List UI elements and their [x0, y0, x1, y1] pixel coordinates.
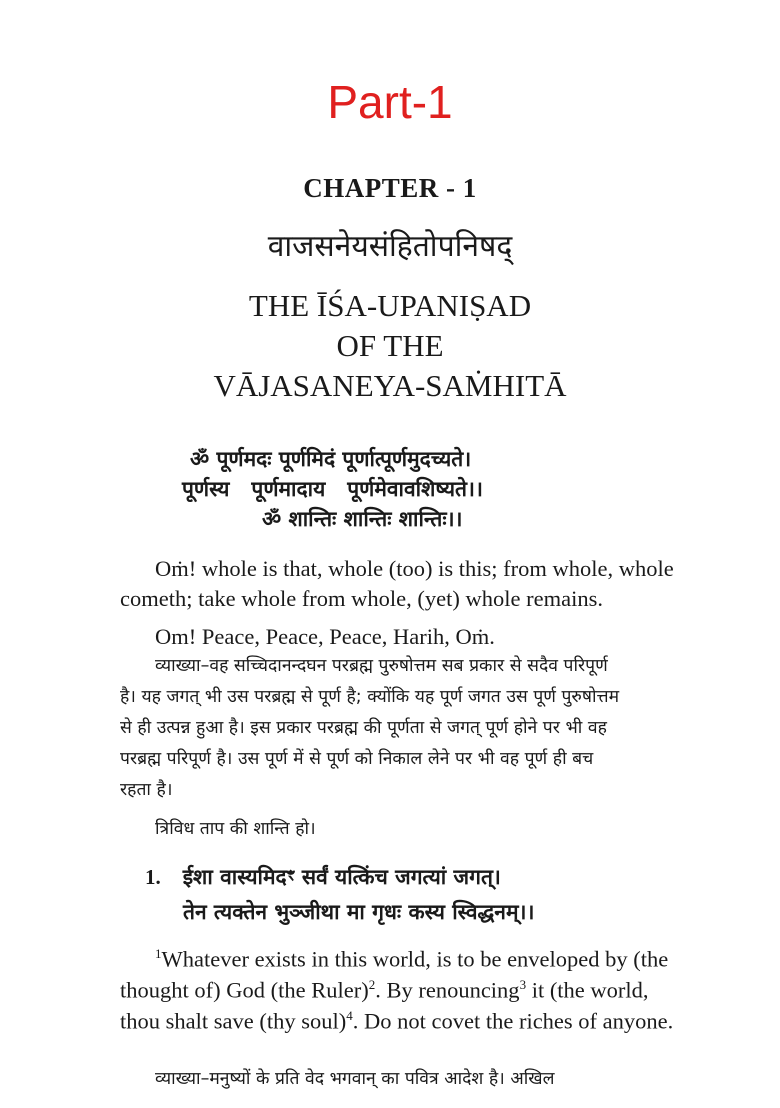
- english-title-line: VĀJASANEYA-SAṀHITĀ: [213, 368, 567, 403]
- translation-line: Oṁ! whole is that, whole (too) is this; from whole, whole: [155, 556, 674, 581]
- commentary-line: व्याख्या–वह सच्चिदानन्दघन परब्रह्म पुरुषोत्तम सब प्रकार से सदैव परिपूर्ण: [155, 656, 608, 676]
- sanskrit-title: वाजसनेयसंहितोपनिषद्: [267, 229, 513, 264]
- translation-text: . By renouncing: [375, 977, 520, 1003]
- english-title-line: OF THE: [336, 328, 444, 363]
- footnote-marker: 4: [346, 1008, 353, 1023]
- verse-translation-line: [120, 977, 649, 1004]
- commentary-line: त्रिविध ताप की शान्ति हो।: [155, 819, 316, 839]
- translation-text: Whatever exists in this world, is to be enveloped by (the: [161, 946, 669, 972]
- footnote-marker: 2: [368, 977, 376, 992]
- verse-1-line: [145, 863, 501, 891]
- commentary-line: व्याख्या–मनुष्यों के प्रति वेद भगवान् का पवित्र आदेश है। अखिल: [155, 1069, 555, 1089]
- commentary-line: से ही उत्पन्न हुआ है। इस प्रकार परब्रह्म की पूर्णता से जगत् पूर्ण होने पर भी वह: [120, 718, 607, 738]
- commentary-line: परब्रह्म परिपूर्ण है। उस पूर्ण में से पूर्ण को निकाल लेने पर भी वह पूर्ण ही बच: [120, 749, 594, 769]
- translation-text: thou shalt save (thy soul): [120, 1008, 347, 1034]
- footnote-marker: 3: [519, 977, 527, 992]
- part-heading: Part-1: [327, 76, 453, 128]
- peace-line: Om! Peace, Peace, Peace, Harih, Oṁ.: [155, 624, 495, 649]
- verse-number: 1.: [145, 865, 161, 889]
- footnote-marker: 1: [155, 946, 162, 961]
- invocation-verse-line: ॐ पूर्णमदः पूर्णमिदं पूर्णात्पूर्णमुदच्यते।: [190, 447, 472, 471]
- commentary-line: है। यह जगत् भी उस परब्रह्म से पूर्ण है; क्योंकि यह पूर्ण जगत उस पूर्ण पुरुषोत्तम: [120, 687, 620, 707]
- commentary-line: रहता है।: [120, 780, 173, 800]
- translation-line: cometh; take whole from whole, (yet) whole remains.: [120, 586, 603, 611]
- verse-translation-line: [120, 1008, 673, 1035]
- invocation-verse-line: ॐ शान्तिः शान्तिः शान्तिः।।: [262, 507, 463, 531]
- translation-text: thought of) God (the Ruler): [120, 977, 369, 1003]
- english-title-line: THE ĪŚA-UPANIṢAD: [248, 288, 532, 323]
- chapter-heading: CHAPTER - 1: [303, 173, 477, 203]
- translation-text: . Do not covet the riches of anyone.: [352, 1008, 674, 1034]
- verse-translation-line: [155, 946, 668, 973]
- verse-text: ईशा वास्यमिदꣳ सर्वं यत्किंच जगत्यां जगत्।: [182, 865, 501, 889]
- verse-1-line: तेन त्यक्तेन भुञ्जीथा मा गृधः कस्य स्विद्धनम्।।: [183, 900, 535, 924]
- invocation-verse-line: पूर्णस्य पूर्णमादाय पूर्णमेवावशिष्यते।।: [182, 477, 483, 501]
- translation-text: it (the world,: [526, 977, 649, 1003]
